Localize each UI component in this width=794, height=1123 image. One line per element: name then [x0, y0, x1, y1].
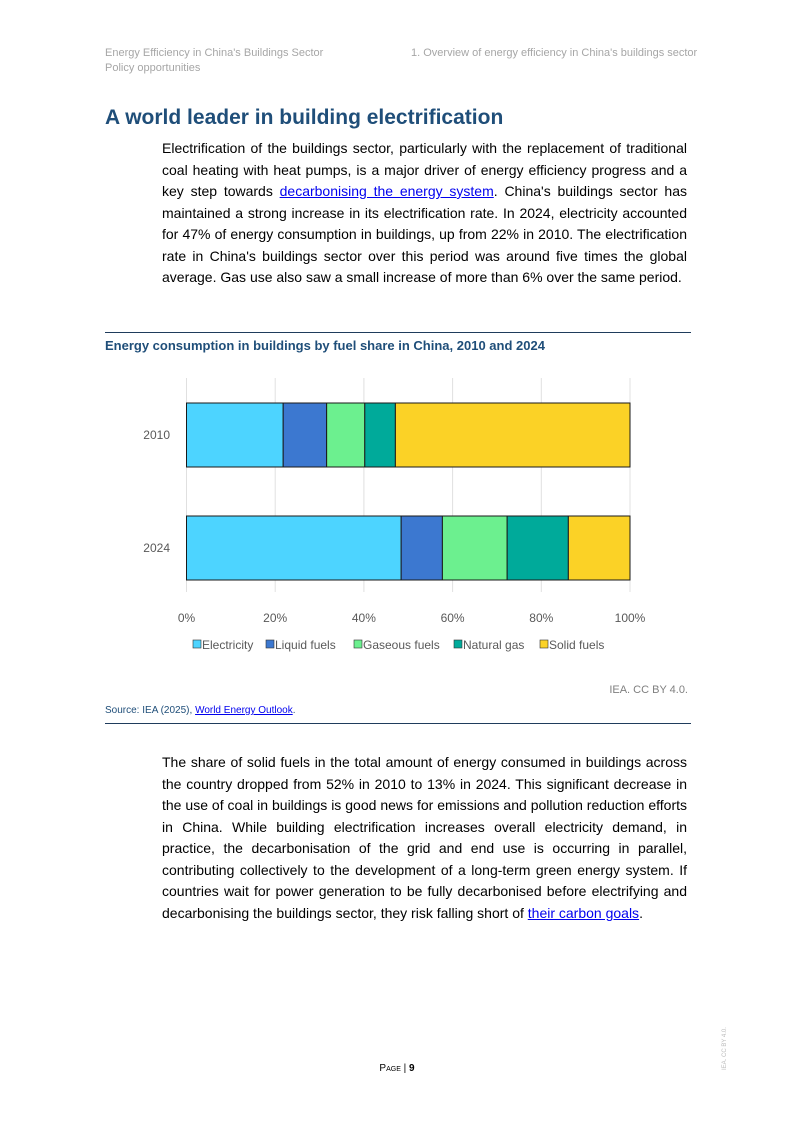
report-subtitle: Policy opportunities [105, 62, 201, 74]
legend-swatch [266, 640, 274, 648]
page-label: Page [379, 1063, 401, 1074]
legend-label: Solid fuels [549, 638, 605, 652]
source-prefix: Source: IEA (2025), [105, 705, 196, 716]
bar-segment-electricity [187, 403, 284, 467]
bar-segment-solid-fuels [395, 403, 630, 467]
running-header-right: 1. Overview of energy efficiency in China's buildings sector [411, 47, 698, 59]
bar-segment-natural-gas [365, 403, 396, 467]
page-number-value: 9 [409, 1063, 415, 1074]
y-category-label: 2024 [143, 541, 170, 555]
x-tick-label: 100% [614, 611, 646, 625]
legend-swatch [354, 640, 362, 648]
side-license-note: IEA. CC BY 4.0. [722, 1027, 728, 1070]
report-title: Energy Efficiency in China's Buildings Sector [105, 47, 324, 59]
legend-label: Natural gas [463, 638, 525, 652]
source-suffix: . [292, 705, 296, 716]
bar-segment-gaseous-fuels [327, 403, 365, 467]
fuel-share-chart [0, 360, 794, 700]
x-tick-label: 20% [263, 611, 288, 625]
x-tick-label: 40% [351, 611, 376, 625]
legend-label: Liquid fuels [275, 638, 336, 652]
legend-swatch [193, 640, 201, 648]
bar-segment-gaseous-fuels [442, 516, 507, 580]
text: Electrification of the buildings sector, particularly with the replacement of traditional coal heating with heat pumps, is a major driver of energy efficiency progress and a key step towards [162, 140, 687, 199]
carbon-goals-link[interactable]: their carbon goals [527, 904, 640, 921]
legend-swatch [454, 640, 462, 648]
divider-bottom [105, 723, 691, 724]
section-heading: A world leader in building electrification [105, 106, 504, 129]
chart-source [105, 705, 295, 716]
text: . China's buildings sector has maintained a strong increase in its electrification rate. In 2024, electricity accounted for 47% of energy consumption in buildings, up from 22% in 2010. The electrification rate in China's buildings sector over this period was around five times the global average. Gas use also saw a small increase of more than 6% over the same period. [162, 183, 687, 285]
x-tick-label: 0% [177, 611, 196, 625]
legend-label: Electricity [202, 638, 254, 652]
legend-swatch [540, 640, 548, 648]
y-category-label: 2010 [143, 428, 170, 442]
text: The share of solid fuels in the total amount of energy consumed in buildings across the country dropped from 52% in 2010 to 13% in 2024. This significant decrease in the use of coal in buildings is good news for emissions and pollution reduction efforts in China. While building electrification increases overall electricity demand, in practice, the decarbonisation of the grid and end use is occurring in parallel, contributing collectively to the development of a long-term green energy system. If countries wait for power generation to be fully decarbonised before electrifying and decarbonising the buildings sector, they risk falling short of [162, 754, 687, 921]
chart-title: Energy consumption in buildings by fuel share in China, 2010 and 2024 [105, 338, 545, 353]
divider-top [105, 332, 691, 333]
intro-paragraph [162, 138, 687, 289]
x-tick-label: 80% [529, 611, 554, 625]
bar-segment-electricity [187, 516, 402, 580]
page-number: Page | 9 [379, 1063, 415, 1074]
chart-credit: IEA. CC BY 4.0. [609, 684, 688, 696]
decarbonising-link[interactable]: decarbonising the energy system [279, 183, 494, 199]
running-header-left [105, 46, 323, 76]
x-tick-label: 60% [440, 611, 465, 625]
bar-segment-natural-gas [507, 516, 568, 580]
world-energy-outlook-link[interactable]: World Energy Outlook [195, 705, 293, 716]
bar-segment-liquid-fuels [401, 516, 442, 580]
bar-segment-liquid-fuels [283, 403, 326, 467]
bar-segment-solid-fuels [568, 516, 630, 580]
solid-fuels-paragraph [162, 752, 687, 924]
text: . [639, 904, 643, 921]
legend-label: Gaseous fuels [363, 638, 440, 652]
